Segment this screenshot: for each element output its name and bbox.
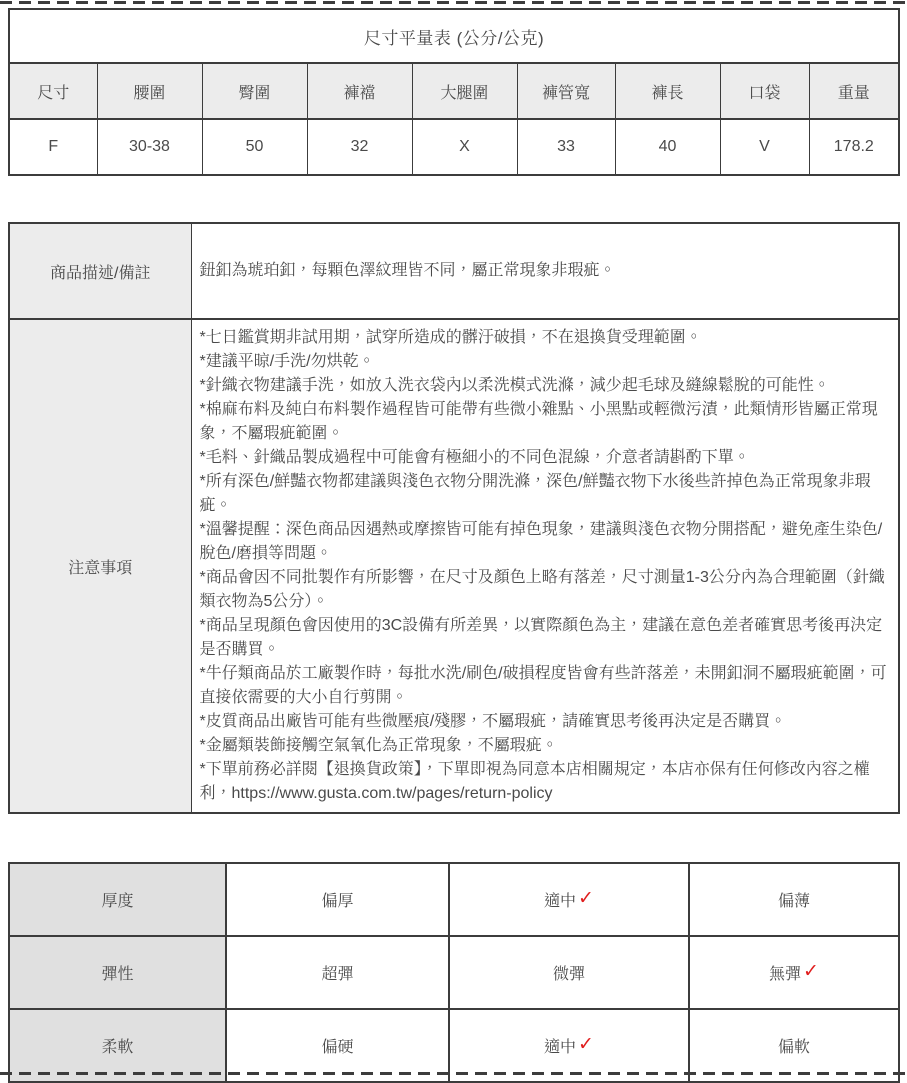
attribute-option xyxy=(689,936,899,1009)
attribute-option-text: 超彈 xyxy=(321,966,354,983)
size-value-cell: 33 xyxy=(517,119,615,175)
size-column-header: 口袋 xyxy=(720,63,809,119)
attribute-option-text: 偏薄 xyxy=(777,893,810,910)
info-row-label: 商品描述/備註 xyxy=(9,223,191,319)
size-column-header: 褲長 xyxy=(615,63,720,119)
size-column-header: 腰圍 xyxy=(97,63,202,119)
check-icon: ✓ xyxy=(803,960,819,982)
size-column-header: 臀圍 xyxy=(202,63,307,119)
note-line: *針織衣物建議手洗，如放入洗衣袋內以柔洗模式洗滌，減少起毛球及縫線鬆脫的可能性。 xyxy=(199,377,830,394)
size-column-header: 褲管寬 xyxy=(517,63,615,119)
attribute-label: 柔軟 xyxy=(9,1009,226,1082)
info-row-content xyxy=(191,223,899,319)
attribute-option xyxy=(226,936,449,1009)
note-line: *商品會因不同批製作有所影響，在尺寸及顏色上略有落差，尺寸測量1-3公分內為合理範圍（針織類衣物為5公分）。 xyxy=(199,569,885,610)
size-value-cell: F xyxy=(9,119,97,175)
note-line: 鈕釦為琥珀釦，每顆色澤紋理皆不同，屬正常現象非瑕疵。 xyxy=(199,262,616,279)
product-info-table xyxy=(8,222,900,814)
size-column-header: 大腿圍 xyxy=(412,63,517,119)
size-column-header: 尺寸 xyxy=(9,63,97,119)
size-value-cell: 32 xyxy=(307,119,412,175)
note-line: *毛料、針織品製成過程中可能會有極細小的不同色混線，介意者請斟酌下單。 xyxy=(199,449,750,466)
attribute-option xyxy=(689,863,899,936)
size-value-cell: V xyxy=(720,119,809,175)
size-value-cell: X xyxy=(412,119,517,175)
note-line: *建議平晾/手洗/勿烘乾。 xyxy=(199,353,375,370)
size-column-header: 重量 xyxy=(809,63,899,119)
size-value-cell: 178.2 xyxy=(809,119,899,175)
attribute-option-text: 微彈 xyxy=(552,966,585,983)
page-bottom-dashed-border xyxy=(0,1072,907,1075)
attribute-label: 厚度 xyxy=(9,863,226,936)
page-top-dashed-border xyxy=(0,1,907,4)
note-line: *金屬類裝飾接觸空氣氧化為正常現象，不屬瑕疵。 xyxy=(199,737,558,754)
attribute-label: 彈性 xyxy=(9,936,226,1009)
note-line: *七日鑑賞期非試用期，試穿所造成的髒汙破損，不在退換貨受理範圍。 xyxy=(199,329,702,346)
note-line: *下單前務必詳閱【退換貨政策】，下單即視為同意本店相關規定，本店亦保有任何修改內容之權利，https://www.gusta.com.tw/pages/return-policy xyxy=(199,761,870,802)
info-row-content xyxy=(191,319,899,813)
size-value-cell: 40 xyxy=(615,119,720,175)
size-value-cell: 50 xyxy=(202,119,307,175)
check-icon: ✓ xyxy=(578,1033,594,1055)
attribute-option-text: 偏硬 xyxy=(321,1039,354,1056)
size-value-cell: 30-38 xyxy=(97,119,202,175)
size-table-title-row xyxy=(9,9,899,63)
attribute-option xyxy=(449,863,689,936)
info-row xyxy=(9,319,899,813)
size-measurement-table xyxy=(8,8,900,176)
attribute-row xyxy=(9,863,899,936)
attribute-option-text: 偏軟 xyxy=(777,1039,810,1056)
attribute-option-text: 偏厚 xyxy=(321,893,354,910)
note-line: *牛仔類商品於工廠製作時，每批水洗/刷色/破損程度皆會有些許落差，未開釦洞不屬瑕疵範圍，可直接依需要的大小自行剪開。 xyxy=(199,665,887,706)
attribute-option-text: 適中 xyxy=(544,892,577,910)
note-line: *商品呈現顏色會因使用的3C設備有所差異，以實際顏色為主，建議在意色差者確實思考後再決定是否購買。 xyxy=(199,617,883,658)
note-line: *溫馨提醒：深色商品因遇熱或摩擦皆可能有掉色現象，建議與淺色衣物分開搭配，避免產生染色/脫色/磨損等問題。 xyxy=(199,521,883,562)
attribute-option-text: 無彈 xyxy=(769,965,802,983)
note-line: *所有深色/鮮豔衣物都建議與淺色衣物分開洗滌，深色/鮮豔衣物下水後些許掉色為正常現象非瑕疵。 xyxy=(199,473,871,514)
attribute-option xyxy=(449,936,689,1009)
size-table-header-row xyxy=(9,63,899,119)
size-table-title: 尺寸平量表 (公分/公克) xyxy=(9,9,899,63)
size-table-value-row xyxy=(9,119,899,175)
attribute-row xyxy=(9,936,899,1009)
note-line: *皮質商品出廠皆可能有些微壓痕/殘膠，不屬瑕疵，請確實思考後再決定是否購買。 xyxy=(199,713,787,730)
fabric-attribute-table xyxy=(8,862,900,1083)
info-row xyxy=(9,223,899,319)
size-column-header: 褲襠 xyxy=(307,63,412,119)
note-line: *棉麻布料及純白布料製作過程皆可能帶有些微小雜點、小黑點或輕微污漬，此類情形皆屬正常現象，不屬瑕疵範圍。 xyxy=(199,401,878,442)
check-icon: ✓ xyxy=(578,887,594,909)
info-row-label: 注意事項 xyxy=(9,319,191,813)
attribute-option xyxy=(226,863,449,936)
attribute-option-text: 適中 xyxy=(544,1038,577,1056)
